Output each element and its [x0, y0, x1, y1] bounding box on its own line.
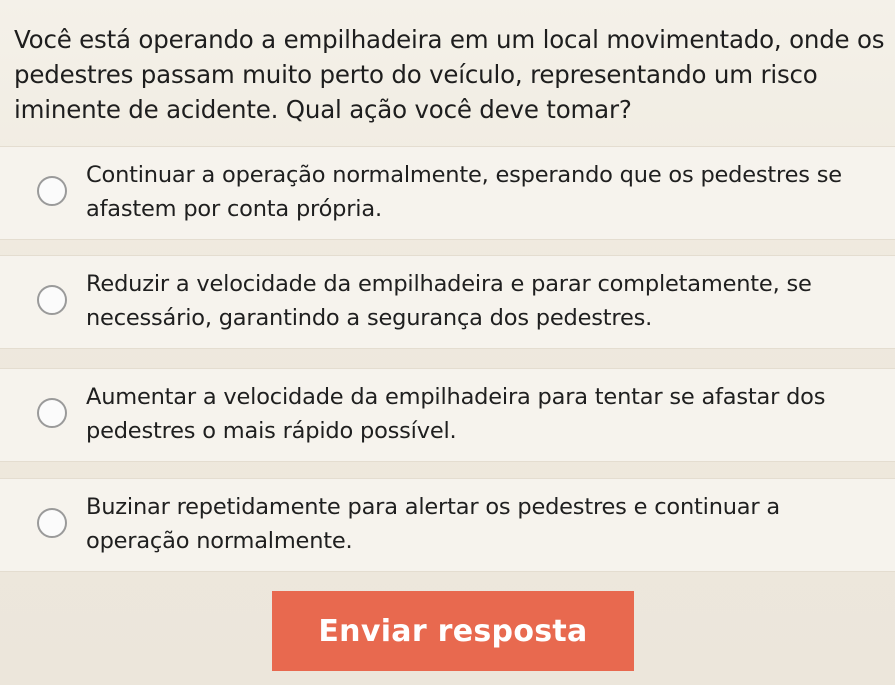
- answer-option-2[interactable]: [0, 255, 895, 349]
- answer-option-label: Continuar a operação normalmente, esperando que os pedestres se afastem por conta própria.: [86, 162, 842, 222]
- answer-option-label: Buzinar repetidamente para alertar os pedestres e continuar a operação normalmente.: [86, 494, 780, 554]
- radio-button-icon[interactable]: [37, 176, 67, 206]
- question-text: Você está operando a empilhadeira em um local movimentado, onde os pedestres passam muito perto do veículo, representando um risco iminente de acidente. Qual ação você deve tomar?: [14, 25, 885, 124]
- answer-option-label: Reduzir a velocidade da empilhadeira e parar completamente, se necessário, garantindo a segurança dos pedestres.: [86, 271, 812, 331]
- radio-button-icon[interactable]: [37, 285, 67, 315]
- answer-option-1[interactable]: [0, 146, 895, 240]
- answer-option-label: Aumentar a velocidade da empilhadeira para tentar se afastar dos pedestres o mais rápido possível.: [86, 384, 826, 444]
- radio-button-icon[interactable]: [37, 398, 67, 428]
- radio-button-icon[interactable]: [37, 508, 67, 538]
- answer-option-4[interactable]: [0, 478, 895, 572]
- answer-option-3[interactable]: [0, 368, 895, 462]
- submit-answer-button[interactable]: Enviar resposta: [272, 591, 634, 671]
